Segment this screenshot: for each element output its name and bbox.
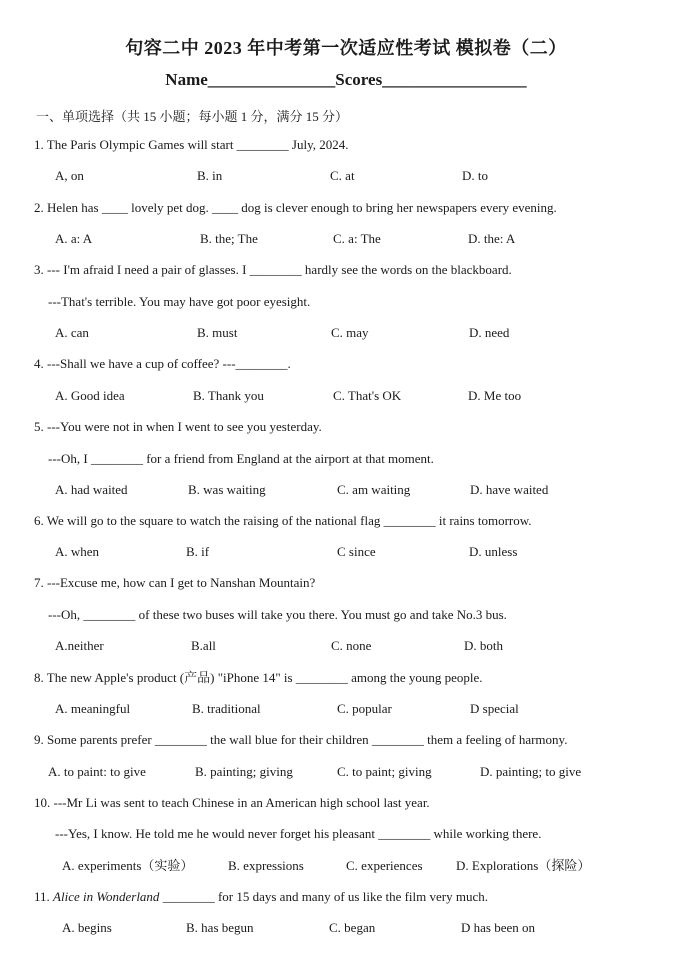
question-11-option-a: A. begins bbox=[62, 920, 112, 935]
question-7-option-b: B.all bbox=[191, 638, 216, 653]
question-6-option-c: C since bbox=[337, 544, 376, 559]
question-2-stem: 2. Helen has ____ lovely pet dog. ____ dog is clever enough to bring her newspapers every evening. bbox=[34, 200, 557, 215]
question-4-option-c: C. That's OK bbox=[333, 388, 402, 403]
film-title: Alice in Wonderland bbox=[53, 889, 160, 904]
question-3-response: ---That's terrible. You may have got poor eyesight. bbox=[48, 294, 311, 309]
question-3-option-a: A. can bbox=[55, 325, 89, 340]
question-10-option-a: A. experiments（实验） bbox=[62, 858, 194, 873]
question-10-option-d: D. Explorations（探险） bbox=[456, 858, 591, 873]
question-11-stem bbox=[34, 889, 488, 905]
question-3-option-b: B. must bbox=[197, 325, 238, 340]
question-8-option-a: A. meaningful bbox=[55, 701, 131, 716]
question-9-option-a: A. to paint: to give bbox=[48, 764, 146, 779]
question-6-stem: 6. We will go to the square to watch the raising of the national flag ________ it rains tomorrow. bbox=[34, 513, 532, 528]
question-3-stem: 3. --- I'm afraid I need a pair of glasses. I ________ hardly see the words on the blackboard. bbox=[34, 262, 512, 277]
question-6-option-d: D. unless bbox=[469, 544, 518, 559]
question-6-option-a: A. when bbox=[55, 544, 100, 559]
question-5-option-d: D. have waited bbox=[470, 482, 549, 497]
question-1-option-c: C. at bbox=[330, 168, 355, 183]
question-1-option-d: D. to bbox=[462, 168, 488, 183]
question-10-option-c: C. experiences bbox=[346, 858, 423, 873]
question-9-option-b: B. painting; giving bbox=[195, 764, 293, 779]
question-1-option-b: B. in bbox=[197, 168, 223, 183]
question-10-response: ---Yes, I know. He told me he would never forget his pleasant ________ while working there. bbox=[55, 826, 542, 841]
question-5-option-b: B. was waiting bbox=[188, 482, 266, 497]
question-10-stem: 10. ---Mr Li was sent to teach Chinese in an American high school last year. bbox=[34, 795, 430, 810]
question-3-option-d: D. need bbox=[469, 325, 510, 340]
question-7-stem: 7. ---Excuse me, how can I get to Nanshan Mountain? bbox=[34, 575, 316, 590]
question-2-option-b: B. the; The bbox=[200, 231, 258, 246]
question-6-option-b: B. if bbox=[186, 544, 210, 559]
question-7-option-c: C. none bbox=[331, 638, 372, 653]
question-7-option-d: D. both bbox=[464, 638, 503, 653]
question-8-option-c: C. popular bbox=[337, 701, 392, 716]
section-heading: 一、单项选择（共 15 小题；每小题 1 分，满分 15 分） bbox=[36, 109, 349, 124]
question-8-option-b: B. traditional bbox=[192, 701, 261, 716]
question-11-option-d: D has been on bbox=[461, 920, 536, 935]
question-2-option-d: D. the: A bbox=[468, 231, 516, 246]
question-9-option-c: C. to paint; giving bbox=[337, 764, 432, 779]
question-5-option-a: A. had waited bbox=[55, 482, 128, 497]
question-8-stem: 8. The new Apple's product (产品) "iPhone 14" is ________ among the young people. bbox=[34, 670, 483, 685]
question-2-option-c: C. a: The bbox=[333, 231, 381, 246]
question-3-option-c: C. may bbox=[331, 325, 369, 340]
question-7-option-a: A.neither bbox=[55, 638, 104, 653]
name-scores-line: Name_______________Scores_________________ bbox=[165, 70, 527, 89]
question-9-stem: 9. Some parents prefer ________ the wall blue for their children ________ them a feeling of harmony. bbox=[34, 732, 568, 747]
exam-title: 句容二中 2023 年中考第一次适应性考试 模拟卷（二） bbox=[125, 38, 567, 58]
question-5-option-c: C. am waiting bbox=[337, 482, 411, 497]
question-4-stem: 4. ---Shall we have a cup of coffee? ---________. bbox=[34, 356, 291, 371]
question-8-option-d: D special bbox=[470, 701, 519, 716]
question-5-stem: 5. ---You were not in when I went to see you yesterday. bbox=[34, 419, 322, 434]
question-1-option-a: A, on bbox=[55, 168, 84, 183]
question-7-response: ---Oh, ________ of these two buses will take you there. You must go and take No.3 bus. bbox=[48, 607, 507, 622]
question-5-response: ---Oh, I ________ for a friend from England at the airport at that moment. bbox=[48, 451, 434, 466]
question-11-option-b: B. has begun bbox=[186, 920, 254, 935]
question-11-option-c: C. began bbox=[329, 920, 376, 935]
question-1-stem: 1. The Paris Olympic Games will start ________ July, 2024. bbox=[34, 137, 349, 152]
question-4-option-d: D. Me too bbox=[468, 388, 522, 403]
question-9-option-d: D. painting; to give bbox=[480, 764, 582, 779]
question-10-option-b: B. expressions bbox=[228, 858, 304, 873]
question-11-rest: ________ for 15 days and many of us like the film very much. bbox=[159, 889, 488, 904]
question-4-option-b: B. Thank you bbox=[193, 388, 264, 403]
question-2-option-a: A. a: A bbox=[55, 231, 93, 246]
question-11-number: 11. bbox=[34, 889, 54, 904]
question-4-option-a: A. Good idea bbox=[55, 388, 125, 403]
